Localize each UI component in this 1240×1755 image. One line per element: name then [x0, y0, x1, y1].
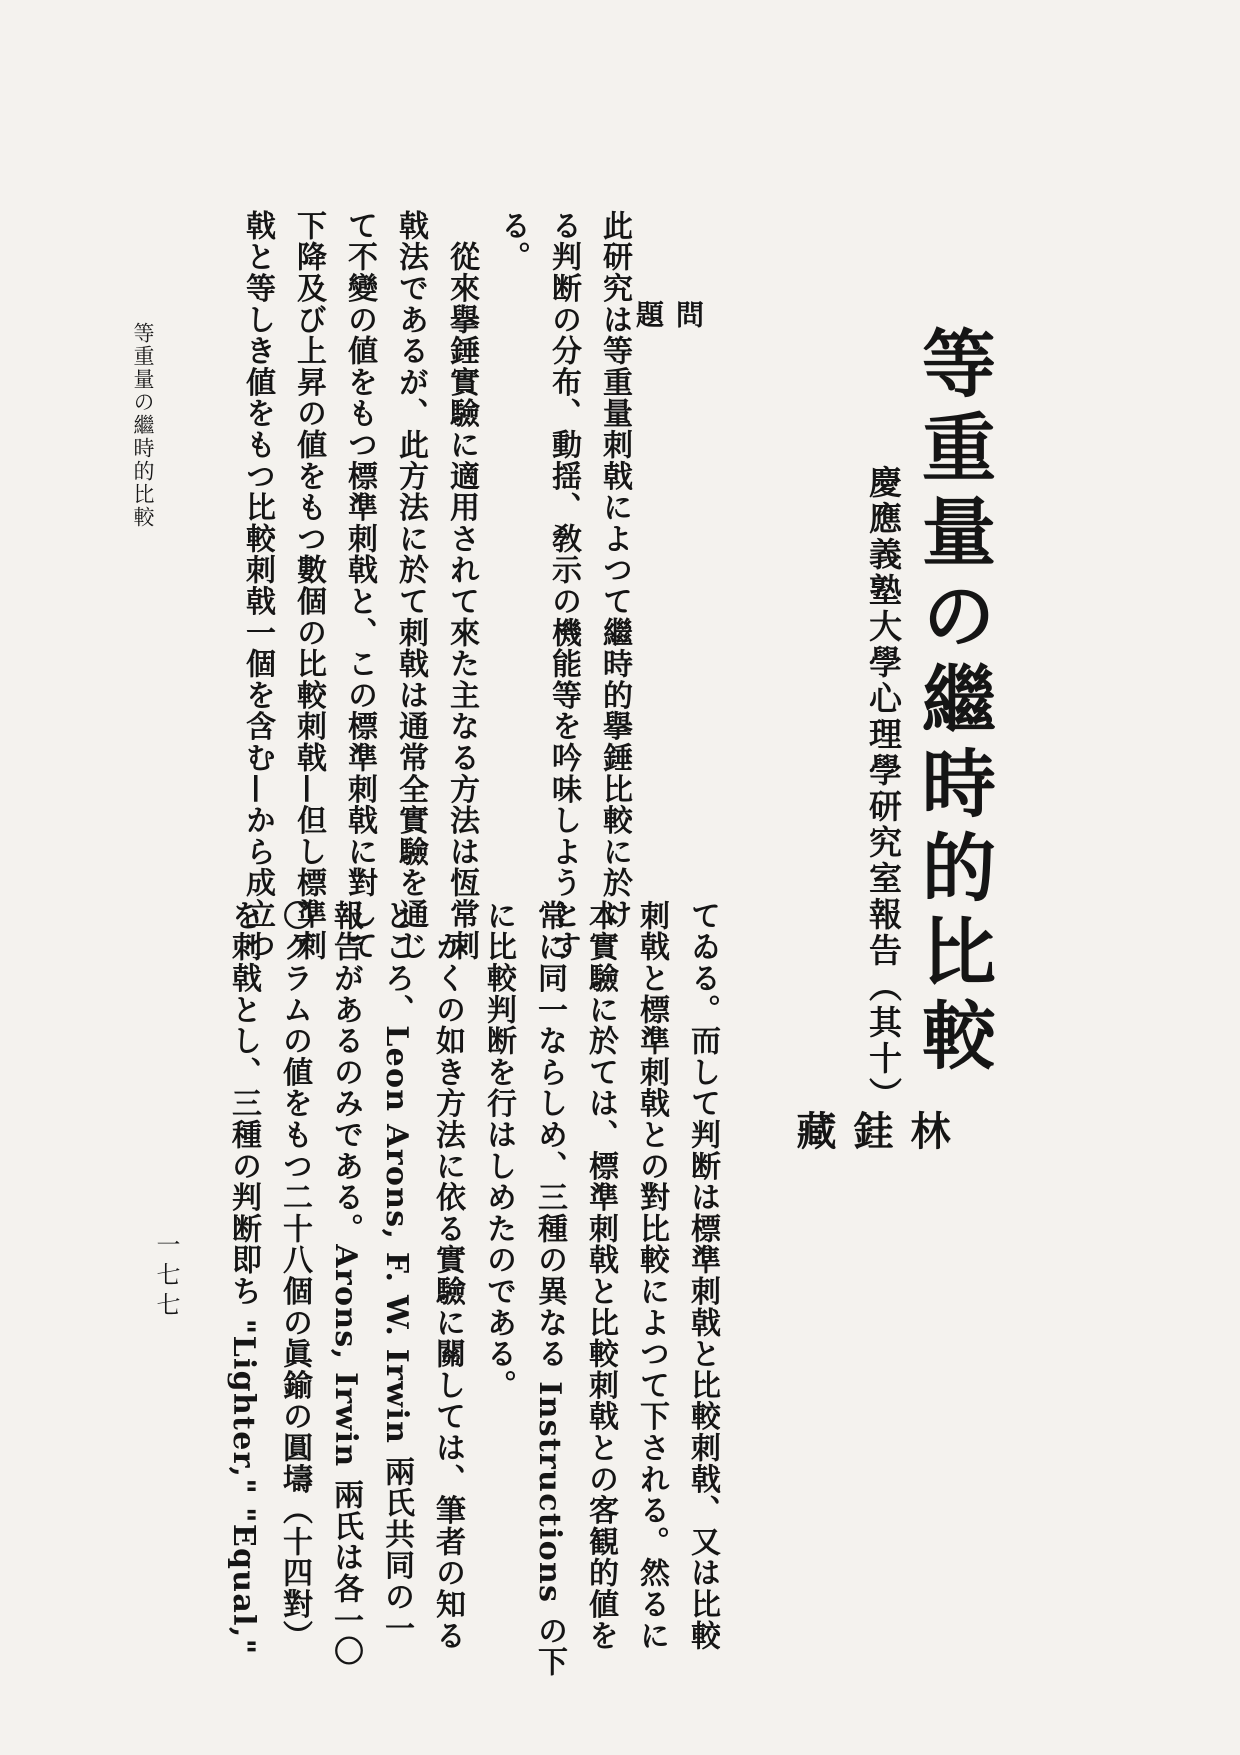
- text-line: 戟と等しき値をもつ比較刺戟一個を含む—から成立つ: [240, 210, 275, 962]
- text-line: に比較判断を行はしめたのである。: [481, 900, 516, 1401]
- text-line: 刺戟と標準刺戟との對比較によつて下される。然るに: [634, 900, 669, 1652]
- author-name: [785, 1110, 956, 1242]
- section-heading-char-2: 題: [632, 300, 665, 328]
- affiliation: 慶應義塾大學心理學研究室報告（其十）: [864, 465, 903, 1113]
- section-heading-char-1: 問: [672, 300, 705, 328]
- author-name-part-1: 林: [904, 1110, 951, 1150]
- text-line: 報告があるのみである。Arons, Irwin 兩氏は各一〇: [328, 900, 363, 1667]
- body-text-upper: [232, 210, 640, 961]
- body-text-lower: [218, 900, 728, 1678]
- author-name-part-3: 藏: [790, 1110, 837, 1150]
- running-title: 等重量の繼時的比較: [131, 322, 155, 529]
- text-line: 此研究は等重量刺戟によつて繼時的擧錘比較に於け: [597, 210, 632, 930]
- text-line: る判断の分布、動揺、敎示の機能等を吟味しようとす: [546, 210, 581, 962]
- section-heading: [628, 300, 708, 366]
- text-line: てゐる。而して判断は標準刺戟と比較刺戟、又は比較: [685, 900, 720, 1652]
- text-line: を刺戟とし、三種の判断即ち "Lighter," "Equal,": [226, 900, 261, 1656]
- text-line: 戟法であるが、此方法に於て刺戟は通常全實驗を通じ: [393, 210, 428, 962]
- text-line: 本實驗に於ては、標準刺戟と比較刺戟との客観的値を: [583, 900, 618, 1652]
- author-name-part-2: 銈: [847, 1110, 894, 1150]
- text-line: 常に同一ならしめ、三種の異なる Instructions の下: [532, 900, 567, 1678]
- text-line: 下降及び上昇の値をもつ數個の比較刺戟—但し標準刺: [291, 210, 326, 962]
- paper-title: 等重量の繼時的比較: [910, 325, 996, 1081]
- text-line: る。: [495, 210, 530, 273]
- text-line: かくの如き方法に依る實驗に關しては、筆者の知る: [430, 900, 465, 1652]
- text-line: 〇グラムの値をもつ二十八個の眞鍮の圓壔（十四對）: [277, 900, 312, 1652]
- text-line: 從來擧錘實驗に適用されて來た主なる方法は恆常刺: [444, 210, 479, 962]
- page-number: 一七七: [152, 1232, 180, 1322]
- text-line: ところ、Leon Arons, F. W. Irwin 兩氏共同の一: [379, 900, 414, 1644]
- text-line: て不變の値をもつ標準刺戟と、この標準刺戟に對して: [342, 210, 377, 962]
